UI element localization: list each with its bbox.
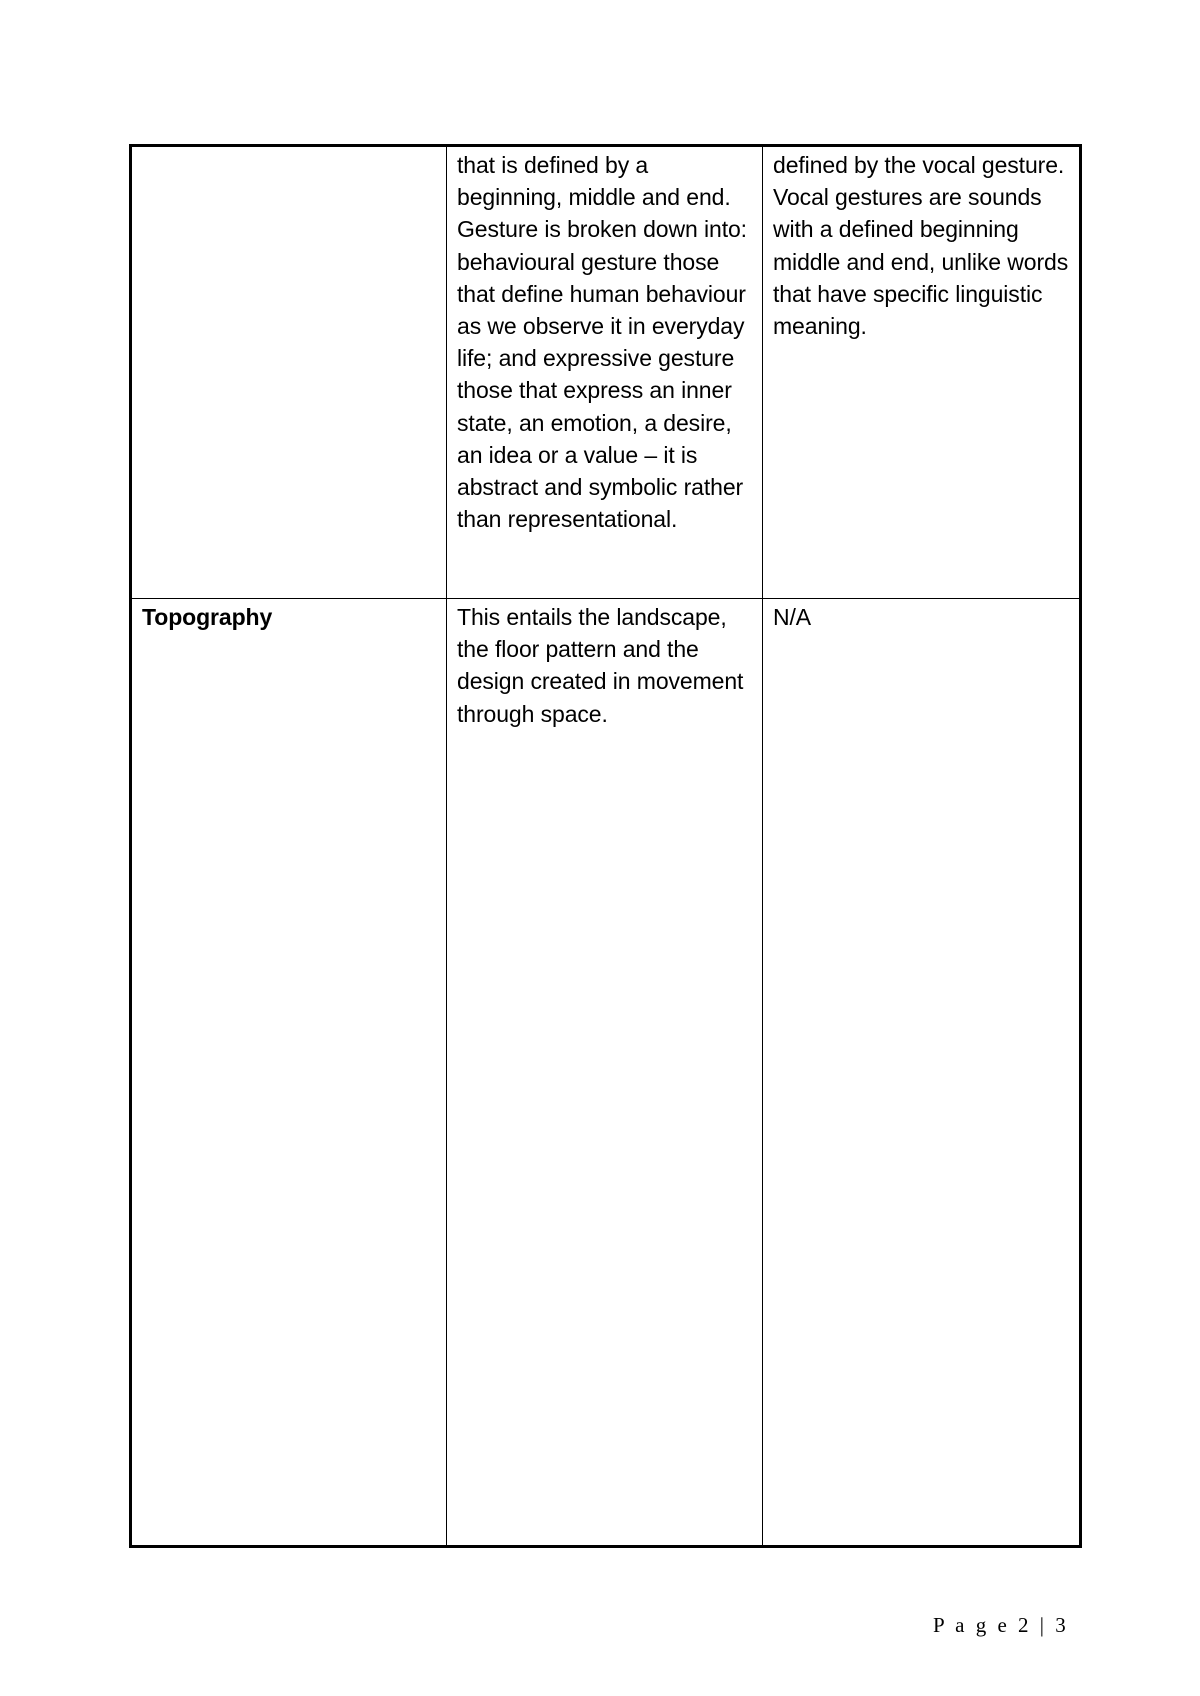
notes-cell (763, 599, 1081, 1547)
table-row (131, 599, 1081, 1547)
term-label: Topography (142, 604, 273, 630)
description-cell (447, 146, 763, 599)
notes-text: N/A (773, 604, 812, 630)
table-row (131, 146, 1081, 599)
description-text: This entails the landscape, the floor pattern and the design created in movement through space. (457, 604, 744, 727)
description-cell (447, 599, 763, 1547)
page-number: P a g e 2 | 3 (933, 1613, 1069, 1637)
term-cell (131, 146, 447, 599)
description-text: that is defined by a beginning, middle and end. Gesture is broken down into: behavioural gesture those that define human behaviour as we observe it in everyday life; and expressive gesture those that express an inner state, an emotion, a desire, an idea or a value – it is abstract and symbolic rather than representational. (457, 152, 747, 533)
content-table (129, 144, 1082, 1548)
notes-cell (763, 146, 1081, 599)
notes-text: defined by the vocal gesture. Vocal gestures are sounds with a defined beginning middle and end, unlike words that have specific linguistic meaning. (773, 152, 1069, 340)
term-cell (131, 599, 447, 1547)
